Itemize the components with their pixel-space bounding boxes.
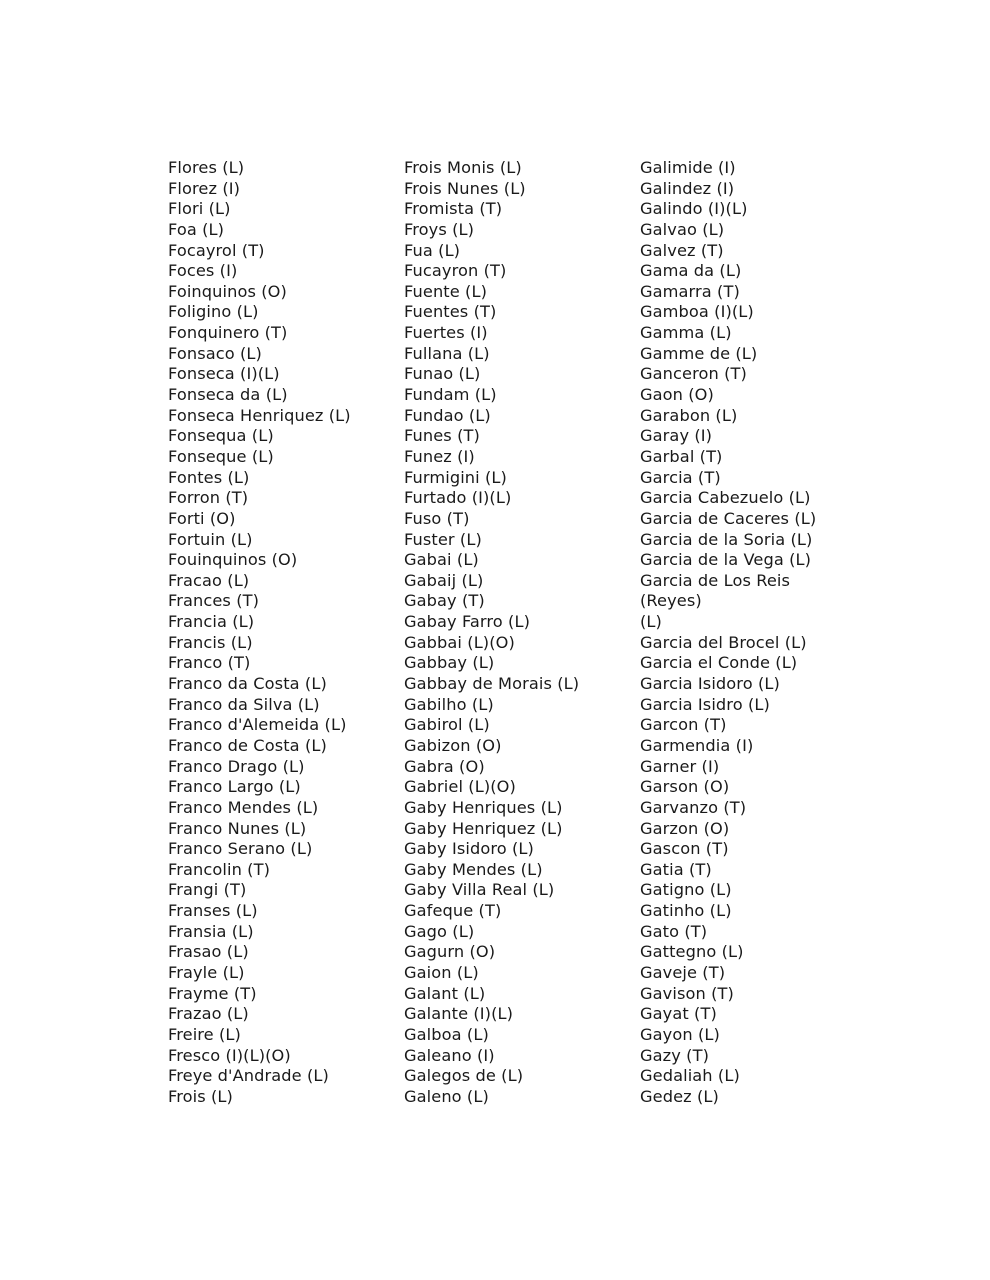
name-entry: Gatia (T): [640, 859, 712, 879]
name-entry: Garmendia (I): [640, 735, 754, 755]
name-entry: Franco Nunes (L): [168, 818, 307, 838]
name-entry: Gabay (T): [404, 591, 485, 611]
name-entry: Gamboa (I)(L): [640, 302, 754, 322]
name-entry: Fuster (L): [404, 529, 482, 549]
name-entry: Gedaliah (L): [640, 1066, 740, 1086]
name-entry: Frazao (L): [168, 1004, 249, 1024]
name-entry: Frois Nunes (L): [404, 178, 526, 198]
name-entry: Franco de Costa (L): [168, 735, 327, 755]
name-column-3: [640, 158, 816, 1107]
name-entry: Gabra (O): [404, 756, 485, 776]
name-entry: Garcia del Brocel (L): [640, 632, 807, 652]
name-column-1: [168, 158, 351, 1107]
name-entry: Fonquinero (T): [168, 323, 288, 343]
name-entry: Foinquinos (O): [168, 281, 287, 301]
name-entry: Freire (L): [168, 1024, 241, 1044]
name-entry: Gaveje (T): [640, 962, 726, 982]
name-entry: Gatigno (L): [640, 880, 732, 900]
name-entry: Gaon (O): [640, 385, 714, 405]
name-entry: Garcia Isidro (L): [640, 694, 770, 714]
name-entry: Frois (L): [168, 1086, 233, 1106]
name-entry: Galegos de (L): [404, 1066, 524, 1086]
name-entry: Garcia de la Vega (L): [640, 550, 812, 570]
name-entry: Ganceron (T): [640, 364, 747, 384]
name-entry: Gabbai (L)(O): [404, 632, 515, 652]
name-entry: Funao (L): [404, 364, 481, 384]
name-entry: Galimide (I): [640, 158, 736, 177]
name-entry: Garcia el Conde (L): [640, 653, 798, 673]
name-entry: Garcon (T): [640, 715, 727, 735]
name-entry: Frayle (L): [168, 962, 245, 982]
name-entry: Frasao (L): [168, 942, 249, 962]
name-entry: Fua (L): [404, 240, 461, 260]
name-entry: Gafeque (T): [404, 901, 502, 921]
name-entry: Gazy (T): [640, 1045, 710, 1065]
name-entry: Fontes (L): [168, 467, 250, 487]
name-entry: Freye d'Andrade (L): [168, 1066, 329, 1086]
name-entry: Galante (I)(L): [404, 1004, 514, 1024]
name-column-2: [404, 158, 579, 1107]
name-entry: Gamarra (T): [640, 281, 740, 301]
name-entry: Gamme de (L): [640, 343, 758, 363]
name-entry: Gatinho (L): [640, 901, 732, 921]
name-entry: Garcia de Caceres (L): [640, 508, 817, 528]
name-entry: Forron (T): [168, 488, 249, 508]
name-entry: Galboa (L): [404, 1024, 489, 1044]
name-entry: Franco da Costa (L): [168, 674, 327, 694]
name-entry: Frayme (T): [168, 983, 257, 1003]
name-entry: Garner (I): [640, 756, 720, 776]
name-entry: Galeano (I): [404, 1045, 495, 1065]
name-entry: Franco Largo (L): [168, 777, 301, 797]
name-entry: Focayrol (T): [168, 240, 265, 260]
name-entry: Flores (L): [168, 158, 245, 177]
name-entry: Garzon (O): [640, 818, 730, 838]
name-entry: Florez (I): [168, 178, 241, 198]
name-entry: Franco d'Alemeida (L): [168, 715, 347, 735]
name-entry: Fracao (L): [168, 570, 250, 590]
name-entry: Garvanzo (T): [640, 797, 747, 817]
name-entry: Fundam (L): [404, 385, 497, 405]
name-entry: Fortuin (L): [168, 529, 253, 549]
name-entry: Gabbay (L): [404, 653, 495, 673]
name-entry: Gabay Farro (L): [404, 612, 530, 632]
name-entry: Gaby Henriquez (L): [404, 818, 563, 838]
name-entry: Fonseca (I)(L): [168, 364, 280, 384]
name-entry: Gabai (L): [404, 550, 479, 570]
name-entry: Garabon (L): [640, 405, 738, 425]
name-entry: Gabilho (L): [404, 694, 494, 714]
name-entry: Fresco (I)(L)(O): [168, 1045, 291, 1065]
name-entry: Garcia de la Soria (L): [640, 529, 813, 549]
name-entry: Gato (T): [640, 921, 708, 941]
name-entry: Gaion (L): [404, 962, 479, 982]
name-entry: Franses (L): [168, 901, 258, 921]
name-entry: Gattegno (L): [640, 942, 744, 962]
name-entry: Fundao (L): [404, 405, 491, 425]
name-entry: Fonseque (L): [168, 446, 274, 466]
name-entry: Fullana (L): [404, 343, 490, 363]
name-entry: Foligino (L): [168, 302, 259, 322]
name-entry: Francis (L): [168, 632, 253, 652]
name-entry: Gabriel (L)(O): [404, 777, 516, 797]
name-entry: Gamma (L): [640, 323, 732, 343]
name-entry: Garay (I): [640, 426, 713, 446]
name-entry: Gaby Isidoro (L): [404, 839, 534, 859]
name-entry: Gaby Henriques (L): [404, 797, 563, 817]
name-entry: Fransia (L): [168, 921, 254, 941]
name-entry: Fuentes (T): [404, 302, 497, 322]
name-entry: Franco Drago (L): [168, 756, 305, 776]
name-entry: Fonseca Henriquez (L): [168, 405, 351, 425]
name-entry: Gagurn (O): [404, 942, 496, 962]
name-entry: Gabbay de Morais (L): [404, 674, 580, 694]
name-entry: Furmigini (L): [404, 467, 507, 487]
name-entry: Galindez (I): [640, 178, 735, 198]
name-entry: Gavison (T): [640, 983, 734, 1003]
name-entry: (Reyes): [640, 591, 702, 611]
name-entry: Frances (T): [168, 591, 260, 611]
name-entry: Galvez (T): [640, 240, 724, 260]
name-entry: Fouinquinos (O): [168, 550, 298, 570]
name-entry: Francolin (T): [168, 859, 270, 879]
name-entry: Foa (L): [168, 219, 225, 239]
name-entry: Gama da (L): [640, 261, 742, 281]
name-entry: Funez (I): [404, 446, 475, 466]
name-entry: Gaby Villa Real (L): [404, 880, 555, 900]
name-entry: Gabaij (L): [404, 570, 484, 590]
name-entry: Fonsaco (L): [168, 343, 262, 363]
name-entry: Galeno (L): [404, 1086, 489, 1106]
name-entry: Fonseca da (L): [168, 385, 288, 405]
name-entry: Gascon (T): [640, 839, 729, 859]
name-entry: Furtado (I)(L): [404, 488, 512, 508]
name-entry: Franco da Silva (L): [168, 694, 320, 714]
name-entry: Franco Serano (L): [168, 839, 313, 859]
name-entry: Fonsequa (L): [168, 426, 274, 446]
name-entry: Funes (T): [404, 426, 480, 446]
name-entry: Franco (T): [168, 653, 251, 673]
name-entry: Fuente (L): [404, 281, 488, 301]
name-entry: Garbal (T): [640, 446, 723, 466]
name-entry: Foces (I): [168, 261, 238, 281]
name-entry: Galant (L): [404, 983, 486, 1003]
name-entry: Fucayron (T): [404, 261, 507, 281]
name-entry: Gaby Mendes (L): [404, 859, 543, 879]
name-entry: Fromista (T): [404, 199, 503, 219]
name-entry: Frangi (T): [168, 880, 247, 900]
name-entry: Garcia (T): [640, 467, 721, 487]
name-entry: Fuso (T): [404, 508, 470, 528]
name-entry: (L): [640, 612, 662, 632]
name-entry: Franco Mendes (L): [168, 797, 319, 817]
name-entry: Galvao (L): [640, 219, 725, 239]
name-entry: Flori (L): [168, 199, 231, 219]
name-entry: Gabirol (L): [404, 715, 490, 735]
name-entry: Fuertes (I): [404, 323, 488, 343]
name-entry: Galindo (I)(L): [640, 199, 748, 219]
name-entry: Forti (O): [168, 508, 236, 528]
name-entry: Gayat (T): [640, 1004, 717, 1024]
name-entry: Gago (L): [404, 921, 475, 941]
name-entry: Garson (O): [640, 777, 730, 797]
name-entry: Gayon (L): [640, 1024, 720, 1044]
name-entry: Frois Monis (L): [404, 158, 522, 177]
name-entry: Garcia Isidoro (L): [640, 674, 780, 694]
name-entry: Garcia Cabezuelo (L): [640, 488, 811, 508]
name-entry: Garcia de Los Reis: [640, 570, 791, 590]
name-entry: Gedez (L): [640, 1086, 719, 1106]
name-entry: Francia (L): [168, 612, 255, 632]
name-entry: Gabizon (O): [404, 735, 502, 755]
name-entry: Froys (L): [404, 219, 475, 239]
